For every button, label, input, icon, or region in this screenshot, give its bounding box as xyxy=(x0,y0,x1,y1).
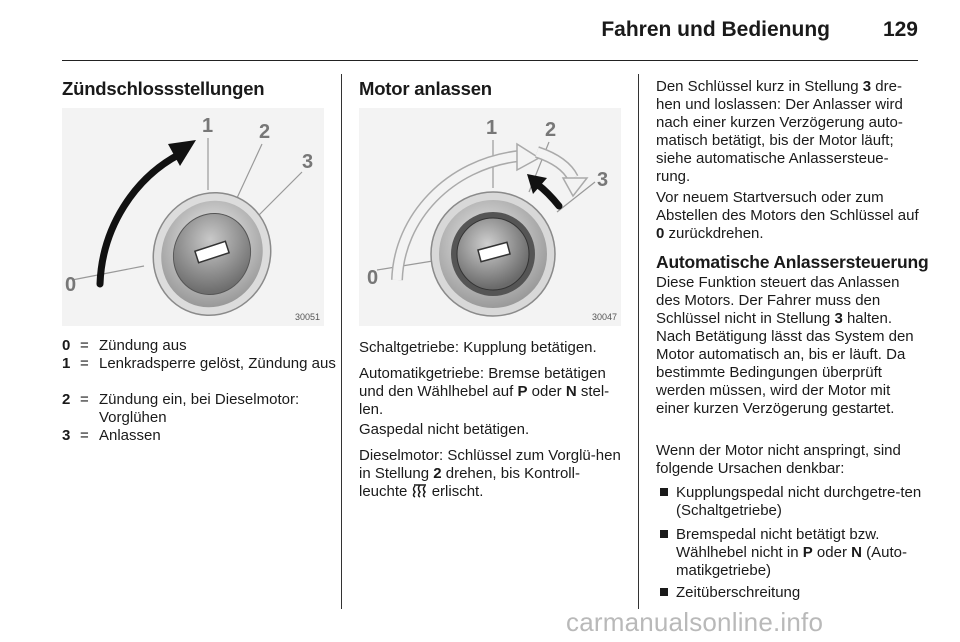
text-run: oder xyxy=(527,383,566,400)
section-heading-engine-start: Motor anlassen xyxy=(359,78,492,99)
text-run: Dieselmotor: Schlüssel zum Vorglü-hen in Stellung xyxy=(359,447,621,482)
text-bold: 2 xyxy=(433,465,442,482)
glow-plug-icon xyxy=(412,484,428,498)
ignition-lock-illustration xyxy=(62,108,324,326)
engine-start-figure xyxy=(359,108,621,326)
legend-equals: = xyxy=(80,355,89,372)
bullet-square-icon xyxy=(660,488,668,496)
legend-item xyxy=(62,427,342,445)
bullet-square-icon xyxy=(660,530,668,538)
paragraph-manual-gearbox: Schaltgetriebe: Kupplung betätigen. xyxy=(359,339,597,356)
figure-label-0: 0 xyxy=(65,274,77,296)
figure-code: 30047 xyxy=(591,312,617,322)
figure-label-3: 3 xyxy=(302,151,314,173)
list-item-text xyxy=(676,526,922,580)
text-run: Vor neuem Startversuch oder zum Abstellen des Motors den Schlüssel auf xyxy=(656,189,919,224)
legend-item xyxy=(62,391,342,427)
ignition-start-illustration xyxy=(359,108,621,326)
page-number: 129 xyxy=(882,18,918,41)
text-run: halten. Nach Betätigung lässt das System den Motor automatisch an, bis er läuft. Da bestimmte Bedingungen überprüft werden müssen, wird der Motor mit einer kurzen Verzögerung gestartet. xyxy=(656,310,914,417)
list-item-text: Zeitüberschreitung xyxy=(676,584,801,601)
text-run: (Auto-matikgetriebe) xyxy=(676,544,907,579)
legend-text: Zündung aus xyxy=(99,337,187,354)
header-rule xyxy=(62,60,918,61)
text-run: Den Schlüssel kurz in Stellung xyxy=(656,78,863,95)
figure-label-3: 3 xyxy=(597,169,609,191)
legend-key: 3 xyxy=(62,427,71,444)
text-bold: 3 xyxy=(834,310,843,327)
legend-key: 2 xyxy=(62,391,71,408)
paragraph-auto-start-description xyxy=(656,274,920,418)
legend-item xyxy=(62,337,342,355)
text-run: Automatikgetriebe: Bremse betätigen und den Wählhebel auf xyxy=(359,365,606,400)
legend-text: Anlassen xyxy=(99,427,161,444)
text-bold: P xyxy=(517,383,528,400)
watermark: carmanualsonline.info xyxy=(566,607,824,637)
section-heading-auto-start-control: Automatische Anlassersteuerung xyxy=(656,252,929,272)
text-bold: 3 xyxy=(862,78,872,95)
legend-key: 1 xyxy=(62,355,71,372)
figure-label-0: 0 xyxy=(367,267,379,289)
paragraph-automatic-gearbox xyxy=(359,365,621,419)
text-run: stel-len. xyxy=(359,383,610,418)
text-bold: N xyxy=(851,544,862,561)
text-run: dre-hen und loslassen: Der Anlasser wird nach einer kurzen Verzögerung auto-matisch betätigt, bis der Motor läuft; siehe automatische Anlassersteue-rung. xyxy=(656,78,903,185)
text-run: Diese Funktion steuert das Anlassen des Motors. Der Fahrer muss den Schlüssel nicht in Stellung xyxy=(656,274,900,327)
figure-label-1: 1 xyxy=(202,115,214,137)
paragraph-diesel xyxy=(359,447,621,501)
legend-item xyxy=(62,355,342,391)
bullet-square-icon xyxy=(660,588,668,596)
paragraph-accelerator: Gaspedal nicht betätigen. xyxy=(359,421,530,438)
text-run: drehen, bis Kontroll-leuchte xyxy=(359,465,580,500)
column-divider-right xyxy=(638,74,639,609)
figure-code: 30051 xyxy=(294,312,320,322)
legend-equals: = xyxy=(80,427,89,444)
figure-label-2: 2 xyxy=(545,119,557,141)
text-bold: 0 xyxy=(656,225,665,242)
running-header: Fahren und Bedienung xyxy=(601,18,830,41)
list-item-text: Kupplungspedal nicht durchgetre-ten (Schaltgetriebe) xyxy=(676,484,922,519)
legend-text: Zündung ein, bei Dieselmotor: Vorglühen xyxy=(99,391,300,426)
text-run: Bremspedal nicht betätigt bzw. Wählhebel nicht in xyxy=(676,526,880,561)
figure-label-2: 2 xyxy=(259,121,271,143)
paragraph-causes-intro: Wenn der Motor nicht anspringt, sind folgende Ursachen denkbar: xyxy=(656,442,901,477)
text-run: erlischt. xyxy=(427,483,484,500)
legend-text: Lenkradsperre gelöst, Zündung aus xyxy=(99,355,336,372)
paragraph-start-key xyxy=(656,78,920,186)
text-run: zurückdrehen. xyxy=(664,225,764,242)
legend-key: 0 xyxy=(62,337,71,354)
text-bold: P xyxy=(802,544,813,561)
text-bold: N xyxy=(565,383,577,400)
legend-equals: = xyxy=(80,391,89,408)
ignition-positions-figure xyxy=(62,108,324,326)
figure-label-1: 1 xyxy=(486,117,498,139)
legend-equals: = xyxy=(80,337,89,354)
text-run: oder xyxy=(812,544,852,561)
section-heading-ignition-positions: Zündschlossstellungen xyxy=(62,78,265,99)
paragraph-restart xyxy=(656,189,920,243)
